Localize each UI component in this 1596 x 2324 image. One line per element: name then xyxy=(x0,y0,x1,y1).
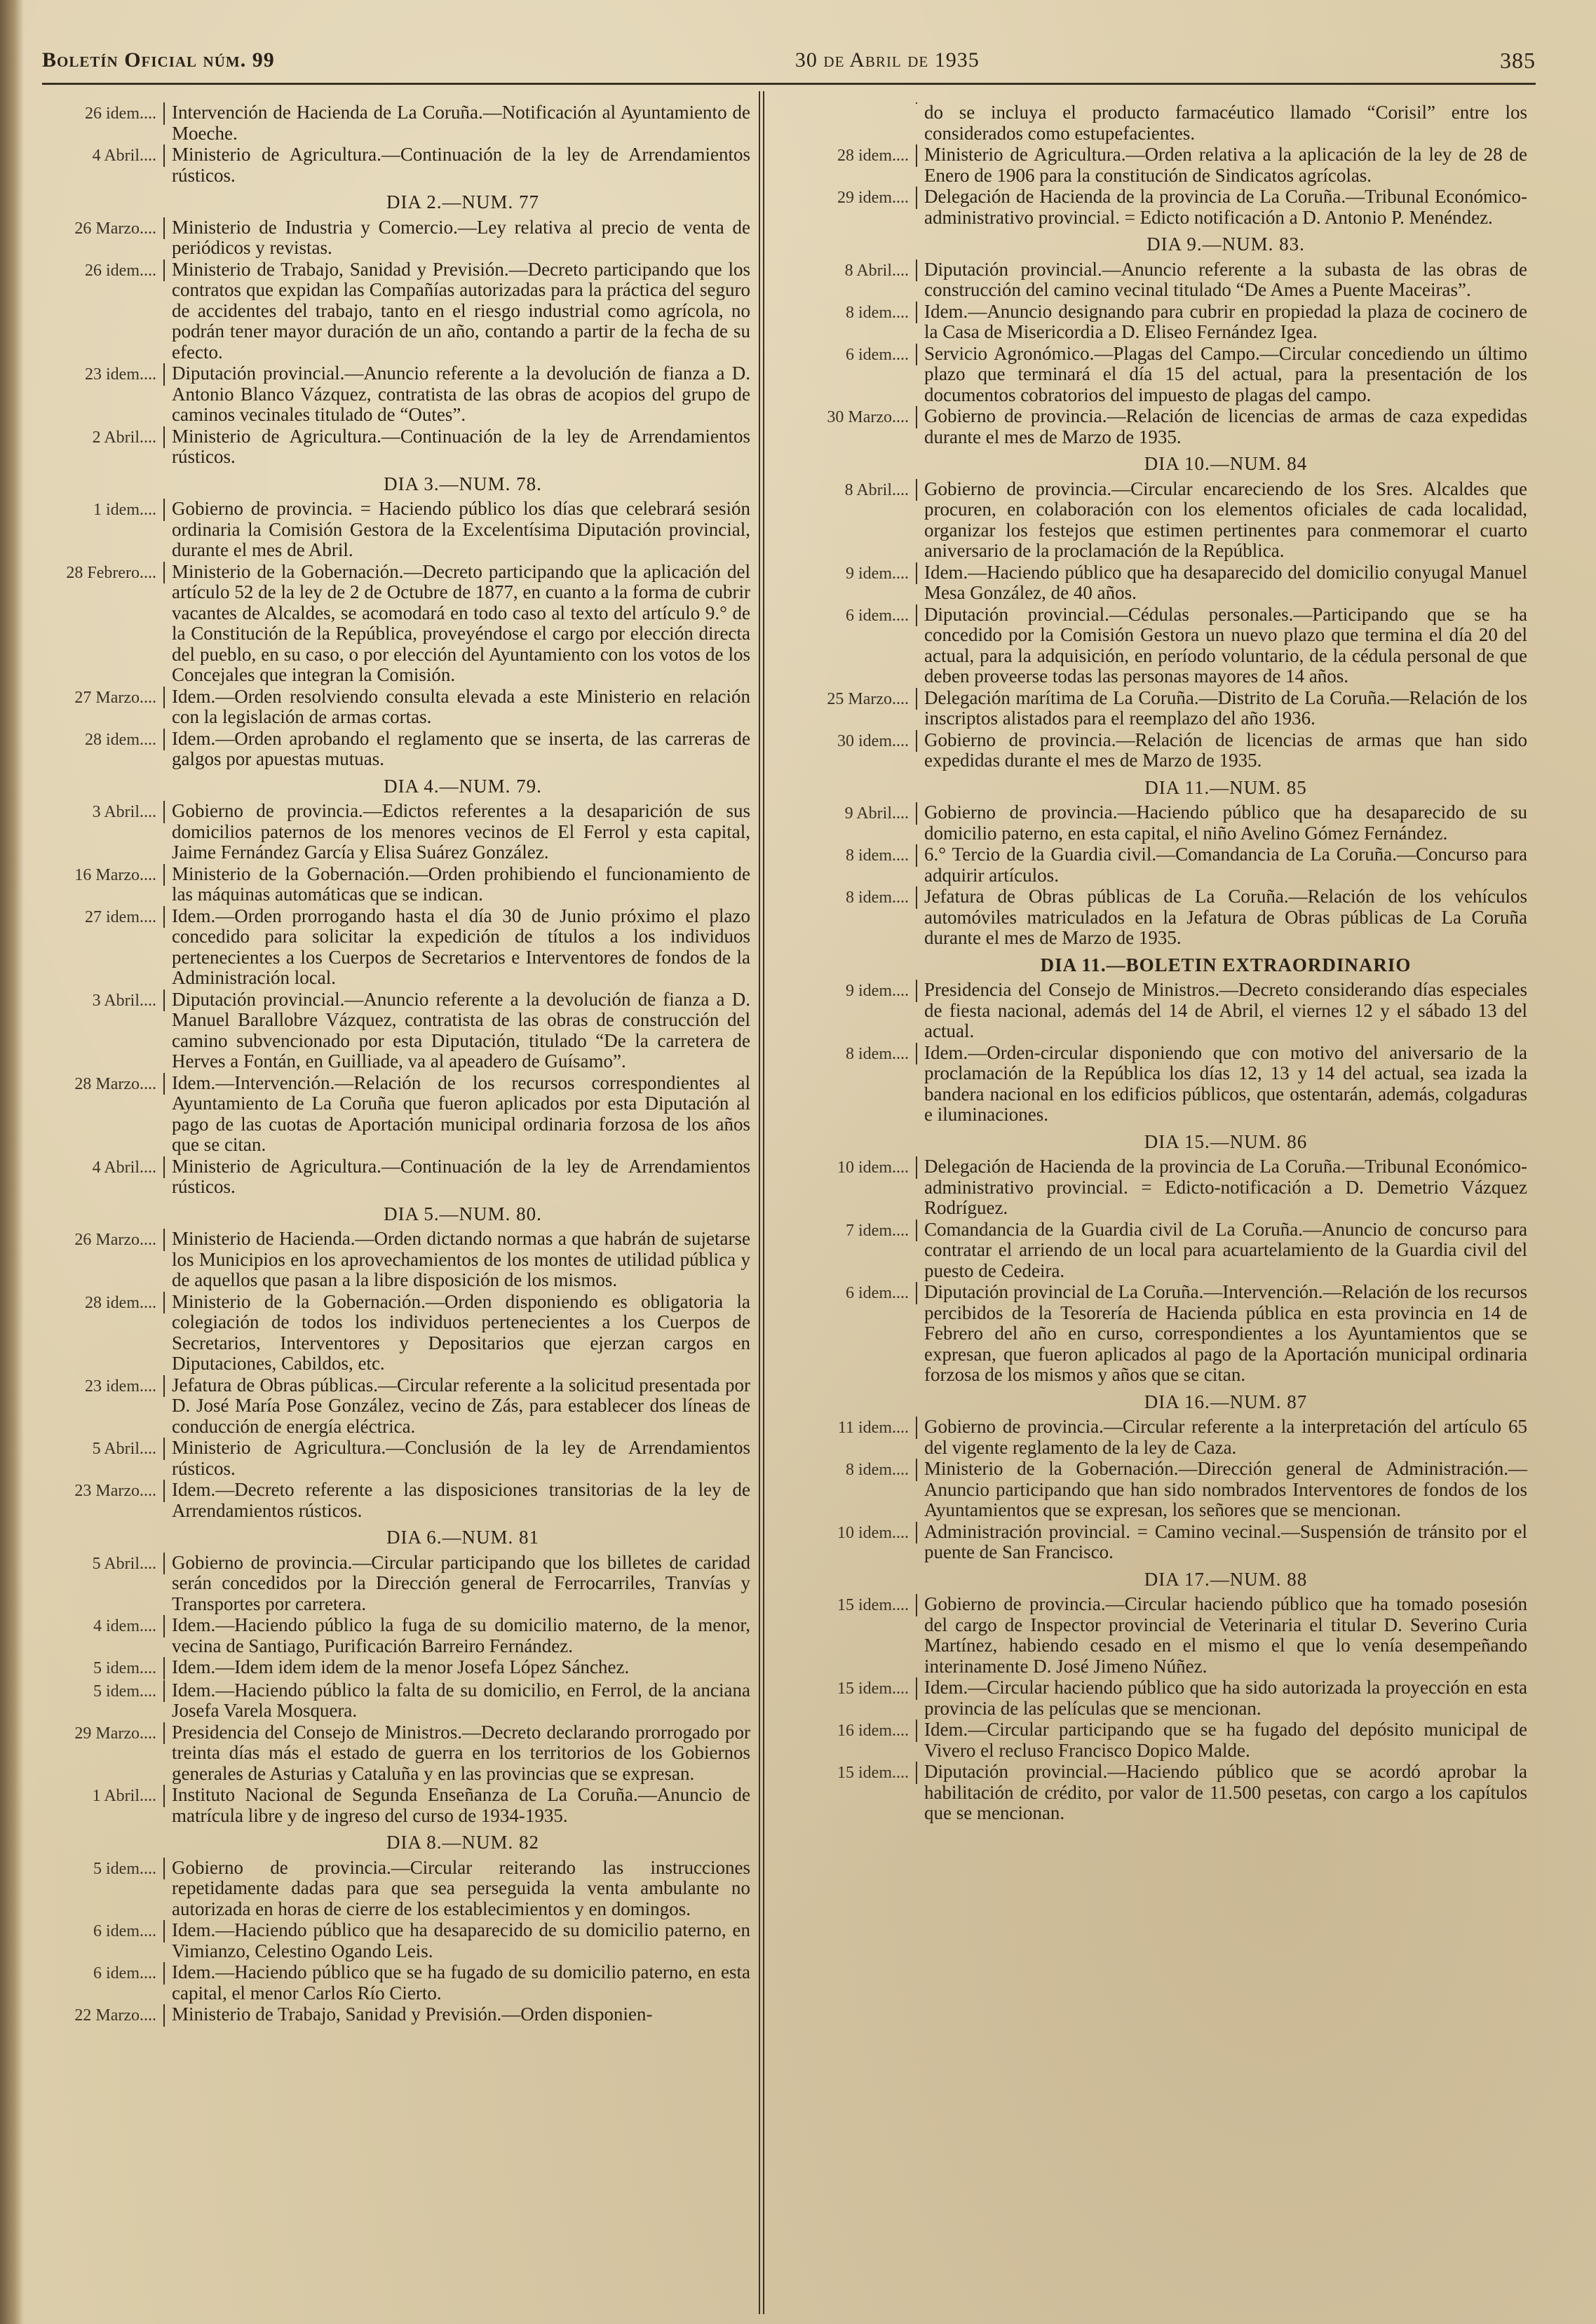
entry-date: 23 idem.... xyxy=(42,363,165,386)
entry-date: 29 Marzo.... xyxy=(42,1722,165,1745)
bulletin-entry xyxy=(777,980,1527,1042)
entry-text: Idem.—Haciendo público que ha desaparecido de su domicilio paterno, en Vimianzo, Celestino Ogando Leis. xyxy=(172,1919,750,1961)
entry-date: 2 Abril.... xyxy=(42,426,165,449)
day-heading: DIA 3.—NUM. 78. xyxy=(384,473,542,494)
entry-date: 8 idem.... xyxy=(777,1043,917,1065)
entry-date: 7 idem.... xyxy=(777,1220,917,1242)
entry-date: 8 idem.... xyxy=(777,844,917,867)
right-column xyxy=(777,102,1527,1825)
entry-date: 1 idem.... xyxy=(42,499,165,521)
bulletin-entry xyxy=(777,1043,1527,1126)
bulletin-entry xyxy=(42,2004,750,2027)
entry-text: Ministerio de la Gobernación.—Dirección general de Administración.—Anuncio participando que han sido nombrados Interventores de fondos de los Ayuntamientos que se expresan, los señores que se mencionan. xyxy=(924,1458,1527,1520)
entry-date: 15 idem.... xyxy=(777,1594,917,1616)
entry-text: do se incluya el producto farmacéutico llamado “Corisil” entre los considerados como estupefacientes. xyxy=(924,102,1527,144)
entry-text: Presidencia del Consejo de Ministros.—Decreto considerando días especiales de fiesta nacional, además del 14 de Abril, el viernes 12 y el sábado 13 del actual. xyxy=(924,979,1527,1041)
entry-text: Diputación provincial.—Anuncio referente a la devolución de fianza a D. Antonio Blanco Vázquez, contratista de las obras de acopios del grupo de caminos vecinales titulado de “Outes”. xyxy=(172,363,750,425)
bulletin-entry xyxy=(777,1677,1527,1719)
bulletin-entry xyxy=(42,259,750,363)
entry-date: 3 Abril.... xyxy=(42,989,165,1012)
entry-text: Ministerio de Trabajo, Sanidad y Previsión.—Decreto participando que los contratos que expidan las Compañías autorizadas para la práctica del seguro de accidentes del trabajo, tanto en el riesgo industrial como agrícola, no podrán tener mayor duración de un año, contando a partir de la fecha de su efecto. xyxy=(172,258,750,363)
entry-text: Presidencia del Consejo de Ministros.—Decreto declarando prorrogado por treinta días más el estado de guerra en los territorios de los Gobiernos generales de Asturias y Cataluña y en las provincias que se expresan. xyxy=(172,1721,750,1784)
bulletin-entry xyxy=(42,499,750,561)
entry-text: Delegación de Hacienda de la provincia de La Coruña.—Tribunal Económico-administrativo provincial. = Edicto notificación a D. Antonio P. Menéndez. xyxy=(924,186,1527,228)
day-heading: DIA 15.—NUM. 86 xyxy=(1144,1130,1308,1152)
entry-date: 11 idem.... xyxy=(777,1417,917,1439)
entry-date: 27 idem.... xyxy=(42,906,165,928)
entry-text: Diputación provincial.—Anuncio referente a la subasta de las obras de construcción del camino vecinal titulado “De Ames a Puente Maceiras”. xyxy=(924,258,1527,300)
entry-date: 27 Marzo.... xyxy=(42,687,165,709)
entry-date: 5 idem.... xyxy=(42,1657,165,1680)
entry-date: 23 Marzo.... xyxy=(42,1480,165,1502)
entry-text: Idem.—Anuncio designando para cubrir en propiedad la plaza de cocinero de la Casa de Misericordia a D. Eliseo Fernández Igea. xyxy=(924,300,1527,342)
entry-date: 5 Abril.... xyxy=(42,1438,165,1460)
publication-title: Boletín Oficial núm. 99 xyxy=(42,48,275,72)
day-heading: DIA 5.—NUM. 80. xyxy=(384,1203,542,1224)
entry-date: 5 Abril.... xyxy=(42,1553,165,1575)
day-heading: DIA 17.—NUM. 88 xyxy=(1144,1568,1308,1590)
entry-date: 28 Febrero.... xyxy=(42,562,165,584)
entry-date: 26 idem.... xyxy=(42,259,165,282)
entry-text: Administración provincial. = Camino vecinal.—Suspensión de tránsito por el puente de San Francisco. xyxy=(924,1520,1527,1562)
bulletin-entry xyxy=(777,562,1527,604)
entry-date: 23 idem.... xyxy=(42,1375,165,1398)
bulletin-entry xyxy=(777,1720,1527,1761)
entry-text: Gobierno de provincia.—Circular referente a la interpretación del artículo 65 del vigente reglamento de la ley de Caza. xyxy=(924,1416,1527,1458)
entry-text: Idem.—Circular participando que se ha fugado del depósito municipal de Vivero el recluso Francisco Dopico Malde. xyxy=(924,1719,1527,1761)
bulletin-entry xyxy=(42,1292,750,1374)
entry-text: Idem.—Circular haciendo público que ha sido autorizada la proyección en esta provincia de las películas que se mencionan. xyxy=(924,1677,1527,1719)
bulletin-entry xyxy=(777,344,1527,406)
bulletin-entry xyxy=(42,729,750,770)
entry-text: Gobierno de provincia.—Relación de licencias de armas de caza expedidas durante el mes de Marzo de 1935. xyxy=(924,405,1527,447)
entry-date: 16 Marzo.... xyxy=(42,864,165,886)
entry-text: Idem.—Orden aprobando el reglamento que se inserta, de las carreras de galgos por apuestas mutuas. xyxy=(172,727,750,769)
entry-text: Ministerio de Hacienda.—Orden dictando normas a que habrán de sujetarse los Municipios en los aprovechamientos de los montes de utilidad pública y de aquellos que pasan a la libre disposición de los mismos. xyxy=(172,1228,750,1290)
entry-text: Instituto Nacional de Segunda Enseñanza de La Coruña.—Anuncio de matrícula libre y de ingreso del curso de 1934-1935. xyxy=(172,1784,750,1826)
entry-text: Diputación provincial.—Anuncio referente a la devolución de fianza a D. Manuel Barallobre Vázquez, contratista de las obras de construcción del camino subvencionado por esta Diputación, titulado “De la carretera de Herves a Fontán, en Guilliade, va al apeadero de Guísamo”. xyxy=(172,988,750,1072)
entry-text: Ministerio de Industria y Comercio.—Ley relativa al precio de venta de periódicos y revistas. xyxy=(172,216,750,258)
bulletin-entry xyxy=(777,406,1527,447)
entry-date: 6 idem.... xyxy=(777,1282,917,1304)
bulletin-entry xyxy=(777,1762,1527,1824)
entry-date: 8 idem.... xyxy=(777,1459,917,1481)
entry-date: 25 Marzo.... xyxy=(777,688,917,710)
bulletin-entry xyxy=(42,1553,750,1615)
entry-text: Gobierno de provincia.—Circular encareciendo de los Sres. Alcaldes que procuren, en colaboración con los elementos oficiales de cada localidad, organizar los festejos que estimen pertinentes para conmemorar el cuarto aniversario de la proclamación de la República. xyxy=(924,478,1527,561)
bulletin-entry xyxy=(777,144,1527,186)
day-heading: DIA 9.—NUM. 83. xyxy=(1147,234,1305,255)
bulletin-entry xyxy=(777,302,1527,343)
bulletin-entry xyxy=(777,730,1527,771)
entry-date: 6 idem.... xyxy=(777,604,917,627)
entry-text: Intervención de Hacienda de La Coruña.—Notificación al Ayuntamiento de Moeche. xyxy=(172,102,750,144)
bulletin-entry xyxy=(777,844,1527,886)
entry-text: Gobierno de provincia.—Circular haciendo público que ha tomado posesión del cargo de Inspector provincial de Veterinaria el titular D. Severino Curia Martínez, habiendo cesado en el mismo el que lo venía desempeñando interinamente D. José Jimeno Núñez. xyxy=(924,1593,1527,1677)
entry-date: 26 Marzo.... xyxy=(42,1229,165,1251)
entry-text: 6.° Tercio de la Guardia civil.—Comandancia de La Coruña.—Concurso para adquirir artículos. xyxy=(924,844,1527,886)
entry-text: Diputación provincial.—Cédulas personales.—Participando que se ha concedido por la Comisión Gestora un nuevo plazo que termina el día 20 del actual, para la adquisición, en período voluntario, de la cédula personal de que deben proveerse todas las personas mayores de 14 años. xyxy=(924,603,1527,687)
entry-text: Ministerio de la Gobernación.—Decreto participando que la aplicación del artículo 52 de la ley de 2 de Octubre de 1877, en cuanto a la forma de cubrir vacantes de Alcaldes, se acomodará en todo caso al texto del artículo 9.° de la Constitución de la República, proveyéndose el cargo por elección directa del pueblo, en su caso, o por elección del Ayuntamiento con los votos de los Concejales que integran la Comisión. xyxy=(172,560,750,685)
entry-text: Idem.—Idem idem idem de la menor Josefa López Sánchez. xyxy=(172,1656,630,1677)
header-rule xyxy=(42,83,1536,85)
entry-text: Ministerio de Trabajo, Sanidad y Previsión.—Orden disponien- xyxy=(172,2004,653,2025)
bulletin-entry xyxy=(42,102,750,144)
bulletin-entry xyxy=(42,906,750,989)
entry-text: Gobierno de provincia.—Circular participando que los billetes de caridad serán concedidos por la Dirección general de Ferrocarriles, Tranvías y Transportes por carretera. xyxy=(172,1551,750,1614)
entry-text: Idem.—Decreto referente a las disposiciones transitorias de la ley de Arrendamientos rústicos. xyxy=(172,1479,750,1521)
entry-text: Idem.—Haciendo público la fuga de su domicilio materno, de la menor, vecina de Santiago, Purificación Barreiro Fernández. xyxy=(172,1614,750,1656)
entry-date: 3 Abril.... xyxy=(42,801,165,823)
bulletin-entry xyxy=(777,187,1527,228)
bulletin-entry xyxy=(42,1375,750,1438)
bulletin-entry xyxy=(777,1282,1527,1386)
entry-text: Gobierno de provincia.—Edictos referentes a la desaparición de sus domicilios paternos de los menores vecinos de El Ferrol y esta capital, Jaime Fernández García y Elisa Suárez González. xyxy=(172,800,750,863)
day-heading: DIA 11.—BOLETIN EXTRAORDINARIO xyxy=(1040,954,1412,975)
entry-text: Idem.—Orden resolviendo consulta elevada a este Ministerio en relación con la legislación de armas cortas. xyxy=(172,685,750,727)
bulletin-entry xyxy=(42,1680,750,1722)
entry-date: 30 Marzo.... xyxy=(777,406,917,428)
entry-text: Diputación provincial de La Coruña.—Intervención.—Relación de los recursos percibidos de la Tesorería de Hacienda pública en esta provincia en 14 de Febrero del año en curso, correspondientes a los Ayuntamientos que se expresan, que fueron aplicados al pago de la Aportación municipal ordinaria forzosa de los mismos y años que se citan. xyxy=(924,1281,1527,1385)
page-binding-edge xyxy=(0,0,24,2324)
bulletin-entry xyxy=(42,426,750,468)
entry-date: 8 Abril.... xyxy=(777,259,917,282)
bulletin-entry xyxy=(42,144,750,186)
entry-text: Gobierno de provincia.—Haciendo público que ha desaparecido de su domicilio paterno, en esta capital, el niño Avelino Gómez Fernández. xyxy=(924,802,1527,844)
entry-date: 22 Marzo.... xyxy=(42,2004,165,2027)
entry-date: 10 idem.... xyxy=(777,1156,917,1179)
entry-date: 4 Abril.... xyxy=(42,1156,165,1179)
bulletin-entry xyxy=(777,1417,1527,1458)
bulletin-entry xyxy=(42,1858,750,1920)
entry-text: Gobierno de provincia.—Relación de licencias de armas que han sido expedidas durante el mes de Marzo de 1935. xyxy=(924,729,1527,771)
entry-text: Idem.—Haciendo público la falta de su domicilio, en Ferrol, de la anciana Josefa Varela Mosquera. xyxy=(172,1679,750,1721)
bulletin-entry xyxy=(777,102,1527,144)
bulletin-entry xyxy=(42,864,750,905)
entry-date: 10 idem.... xyxy=(777,1522,917,1544)
entry-date: 28 idem.... xyxy=(777,144,917,167)
entry-text: Idem.—Orden-circular disponiendo que con motivo del aniversario de la proclamación de la República los días 12, 13 y 14 del actual, sea izada la bandera nacional en los edificios públicos, que ostentarán, además, colgaduras e iluminaciones. xyxy=(924,1041,1527,1125)
entry-date: 9 idem.... xyxy=(777,562,917,585)
entry-date: 28 idem.... xyxy=(42,729,165,751)
column-divider xyxy=(759,91,764,2314)
day-heading: DIA 11.—NUM. 85 xyxy=(1144,776,1307,798)
bulletin-entry xyxy=(42,1920,750,1961)
entry-text: Gobierno de provincia.—Circular reiterando las instrucciones repetidamente dadas para que sea perseguida la venta ambulante no autorizada en horas de cierre de los establecimientos y en domingos. xyxy=(172,1856,750,1919)
day-heading: DIA 2.—NUM. 77 xyxy=(386,191,539,212)
left-column xyxy=(42,102,750,2027)
bulletin-entry xyxy=(42,1156,750,1198)
entry-text: Ministerio de la Gobernación.—Orden disponiendo es obligatoria la colegiación de todos los individuos pertenecientes a los Cuerpos de Secretarios, Interventores y Depositarios que ejerzan cargos en Diputaciones, Cabildos, etc. xyxy=(172,1290,750,1374)
entry-date: 9 idem.... xyxy=(777,980,917,1002)
entry-date: 8 Abril.... xyxy=(777,479,917,501)
day-heading: DIA 16.—NUM. 87 xyxy=(1144,1391,1308,1412)
entry-text: Ministerio de Agricultura.—Orden relativa a la aplicación de la ley de 28 de Enero de 1906 para la constitución de Sindicatos agrícolas. xyxy=(924,144,1527,186)
entry-date: 5 idem.... xyxy=(42,1680,165,1703)
entry-date: 16 idem.... xyxy=(777,1720,917,1742)
day-heading: DIA 8.—NUM. 82 xyxy=(386,1832,539,1853)
bulletin-entry xyxy=(777,1459,1527,1521)
entry-date: 15 idem.... xyxy=(777,1677,917,1700)
bulletin-entry xyxy=(42,1480,750,1521)
entry-text: Idem.—Haciendo público que ha desaparecido del domicilio conyugal Manuel Mesa González, de 40 años. xyxy=(924,561,1527,603)
entry-date: 5 idem.... xyxy=(42,1858,165,1880)
entry-date: 28 Marzo.... xyxy=(42,1073,165,1095)
entry-date: 4 Abril.... xyxy=(42,144,165,167)
bulletin-entry xyxy=(42,687,750,728)
bulletin-entry xyxy=(42,1438,750,1479)
issue-date: 30 de Abril de 1935 xyxy=(794,48,980,72)
bulletin-entry xyxy=(777,1522,1527,1563)
entry-text: Gobierno de provincia. = Haciendo público los días que celebrará sesión ordinaria la Comisión Gestora de la Excelentísima Diputación provincial, durante el mes de Abril. xyxy=(172,498,750,560)
entry-text: Diputación provincial.—Haciendo público que se acordó aprobar la habilitación de crédito, por valor de 11.500 pesetas, con cargo a los capítulos que se mencionan. xyxy=(924,1761,1527,1823)
entry-text: Comandancia de la Guardia civil de La Coruña.—Anuncio de concurso para contratar el arriendo de un local para acuartelamiento de la Guardia civil del puesto de Cedeira. xyxy=(924,1218,1527,1281)
entry-text: Jefatura de Obras públicas.—Circular referente a la solicitud presentada por D. José María Pose González, vecino de Zás, para establecer dos líneas de conducción de energía eléctrica. xyxy=(172,1374,750,1437)
entry-text: Servicio Agronómico.—Plagas del Campo.—Circular concediendo un último plazo que terminará el día 15 del actual, para la presentación de los documentos cobratorios del impuesto de plagas del campo. xyxy=(924,342,1527,405)
bulletin-entry xyxy=(777,886,1527,949)
entry-date: 26 Marzo.... xyxy=(42,217,165,240)
bulletin-entry xyxy=(42,1962,750,2004)
entry-date: 6 idem.... xyxy=(777,344,917,366)
day-heading: DIA 4.—NUM. 79. xyxy=(384,775,542,797)
bulletin-entry xyxy=(777,604,1527,687)
entry-date: 28 idem.... xyxy=(42,1292,165,1314)
entry-text: Idem.—Intervención.—Relación de los recursos correspondientes al Ayuntamiento de La Coruña que fueron aplicados por esta Diputación al pago de las cuotas de Aportación municipal ordinaria forzosa de los años que se citan. xyxy=(172,1072,750,1155)
entry-date: 26 idem.... xyxy=(42,102,165,125)
bulletin-entry xyxy=(42,217,750,259)
entry-text: Ministerio de Agricultura.—Continuación de la ley de Arrendamientos rústicos. xyxy=(172,144,750,186)
bulletin-entry xyxy=(777,802,1527,844)
entry-date: 29 idem.... xyxy=(777,187,917,209)
entry-date: 4 idem.... xyxy=(42,1615,165,1637)
bulletin-entry xyxy=(42,989,750,1072)
entry-text: Ministerio de Agricultura.—Continuación de la ley de Arrendamientos rústicos. xyxy=(172,425,750,467)
entry-date xyxy=(777,102,917,104)
entry-text: Idem.—Haciendo público que se ha fugado de su domicilio paterno, en esta capital, el menor Carlos Río Cierto. xyxy=(172,1961,750,2004)
entry-text: Delegación marítima de La Coruña.—Distrito de La Coruña.—Relación de los inscriptos alistados para el reemplazo del año 1936. xyxy=(924,687,1527,729)
entry-text: Ministerio de Agricultura.—Continuación de la ley de Arrendamientos rústicos. xyxy=(172,1155,750,1197)
entry-date: 1 Abril.... xyxy=(42,1785,165,1807)
bulletin-entry xyxy=(777,259,1527,301)
bulletin-entry xyxy=(777,688,1527,729)
page-number: 385 xyxy=(1499,47,1536,73)
bulletin-entry xyxy=(42,1615,750,1656)
entry-date: 9 Abril.... xyxy=(777,802,917,825)
bulletin-entry xyxy=(42,363,750,426)
entry-date: 6 idem.... xyxy=(42,1920,165,1943)
bulletin-entry xyxy=(42,1229,750,1291)
entry-date: 8 idem.... xyxy=(777,886,917,909)
entry-text: Jefatura de Obras públicas de La Coruña.—Relación de los vehículos automóviles matriculados en la Jefatura de Obras públicas de La Coruña durante el mes de Marzo de 1935. xyxy=(924,886,1527,948)
bulletin-entry xyxy=(777,1220,1527,1282)
entry-date: 8 idem.... xyxy=(777,302,917,324)
entry-text: Idem.—Orden prorrogando hasta el día 30 de Junio próximo el plazo concedido para solicitar la expedición de títulos a los individuos pertenecientes a los Cuerpos de Secretarios e Interventores de fondos de la Administración local. xyxy=(172,905,750,988)
entry-text: Ministerio de Agricultura.—Conclusión de la ley de Arrendamientos rústicos. xyxy=(172,1437,750,1479)
bulletin-entry xyxy=(42,1657,750,1680)
page-header xyxy=(42,43,1536,77)
bulletin-entry xyxy=(42,1722,750,1785)
entry-date: 6 idem.... xyxy=(42,1962,165,1985)
bulletin-entry xyxy=(777,1594,1527,1677)
bulletin-entry xyxy=(777,1156,1527,1219)
day-heading: DIA 10.—NUM. 84 xyxy=(1144,453,1308,474)
bulletin-entry xyxy=(42,562,750,686)
entry-text: Delegación de Hacienda de la provincia de La Coruña.—Tribunal Económico-administrativo provincial. = Edicto-notificación a D. Demetrio Vázquez Rodríguez. xyxy=(924,1156,1527,1218)
entry-date: 30 idem.... xyxy=(777,730,917,752)
bulletin-entry xyxy=(42,1073,750,1156)
day-heading: DIA 6.—NUM. 81 xyxy=(386,1527,539,1548)
entry-date: 15 idem.... xyxy=(777,1762,917,1784)
bulletin-entry xyxy=(42,1785,750,1826)
bulletin-entry xyxy=(42,801,750,863)
entry-text: Ministerio de la Gobernación.—Orden prohibiendo el funcionamiento de las máquinas automáticas que se indican. xyxy=(172,863,750,905)
bulletin-entry xyxy=(777,479,1527,562)
